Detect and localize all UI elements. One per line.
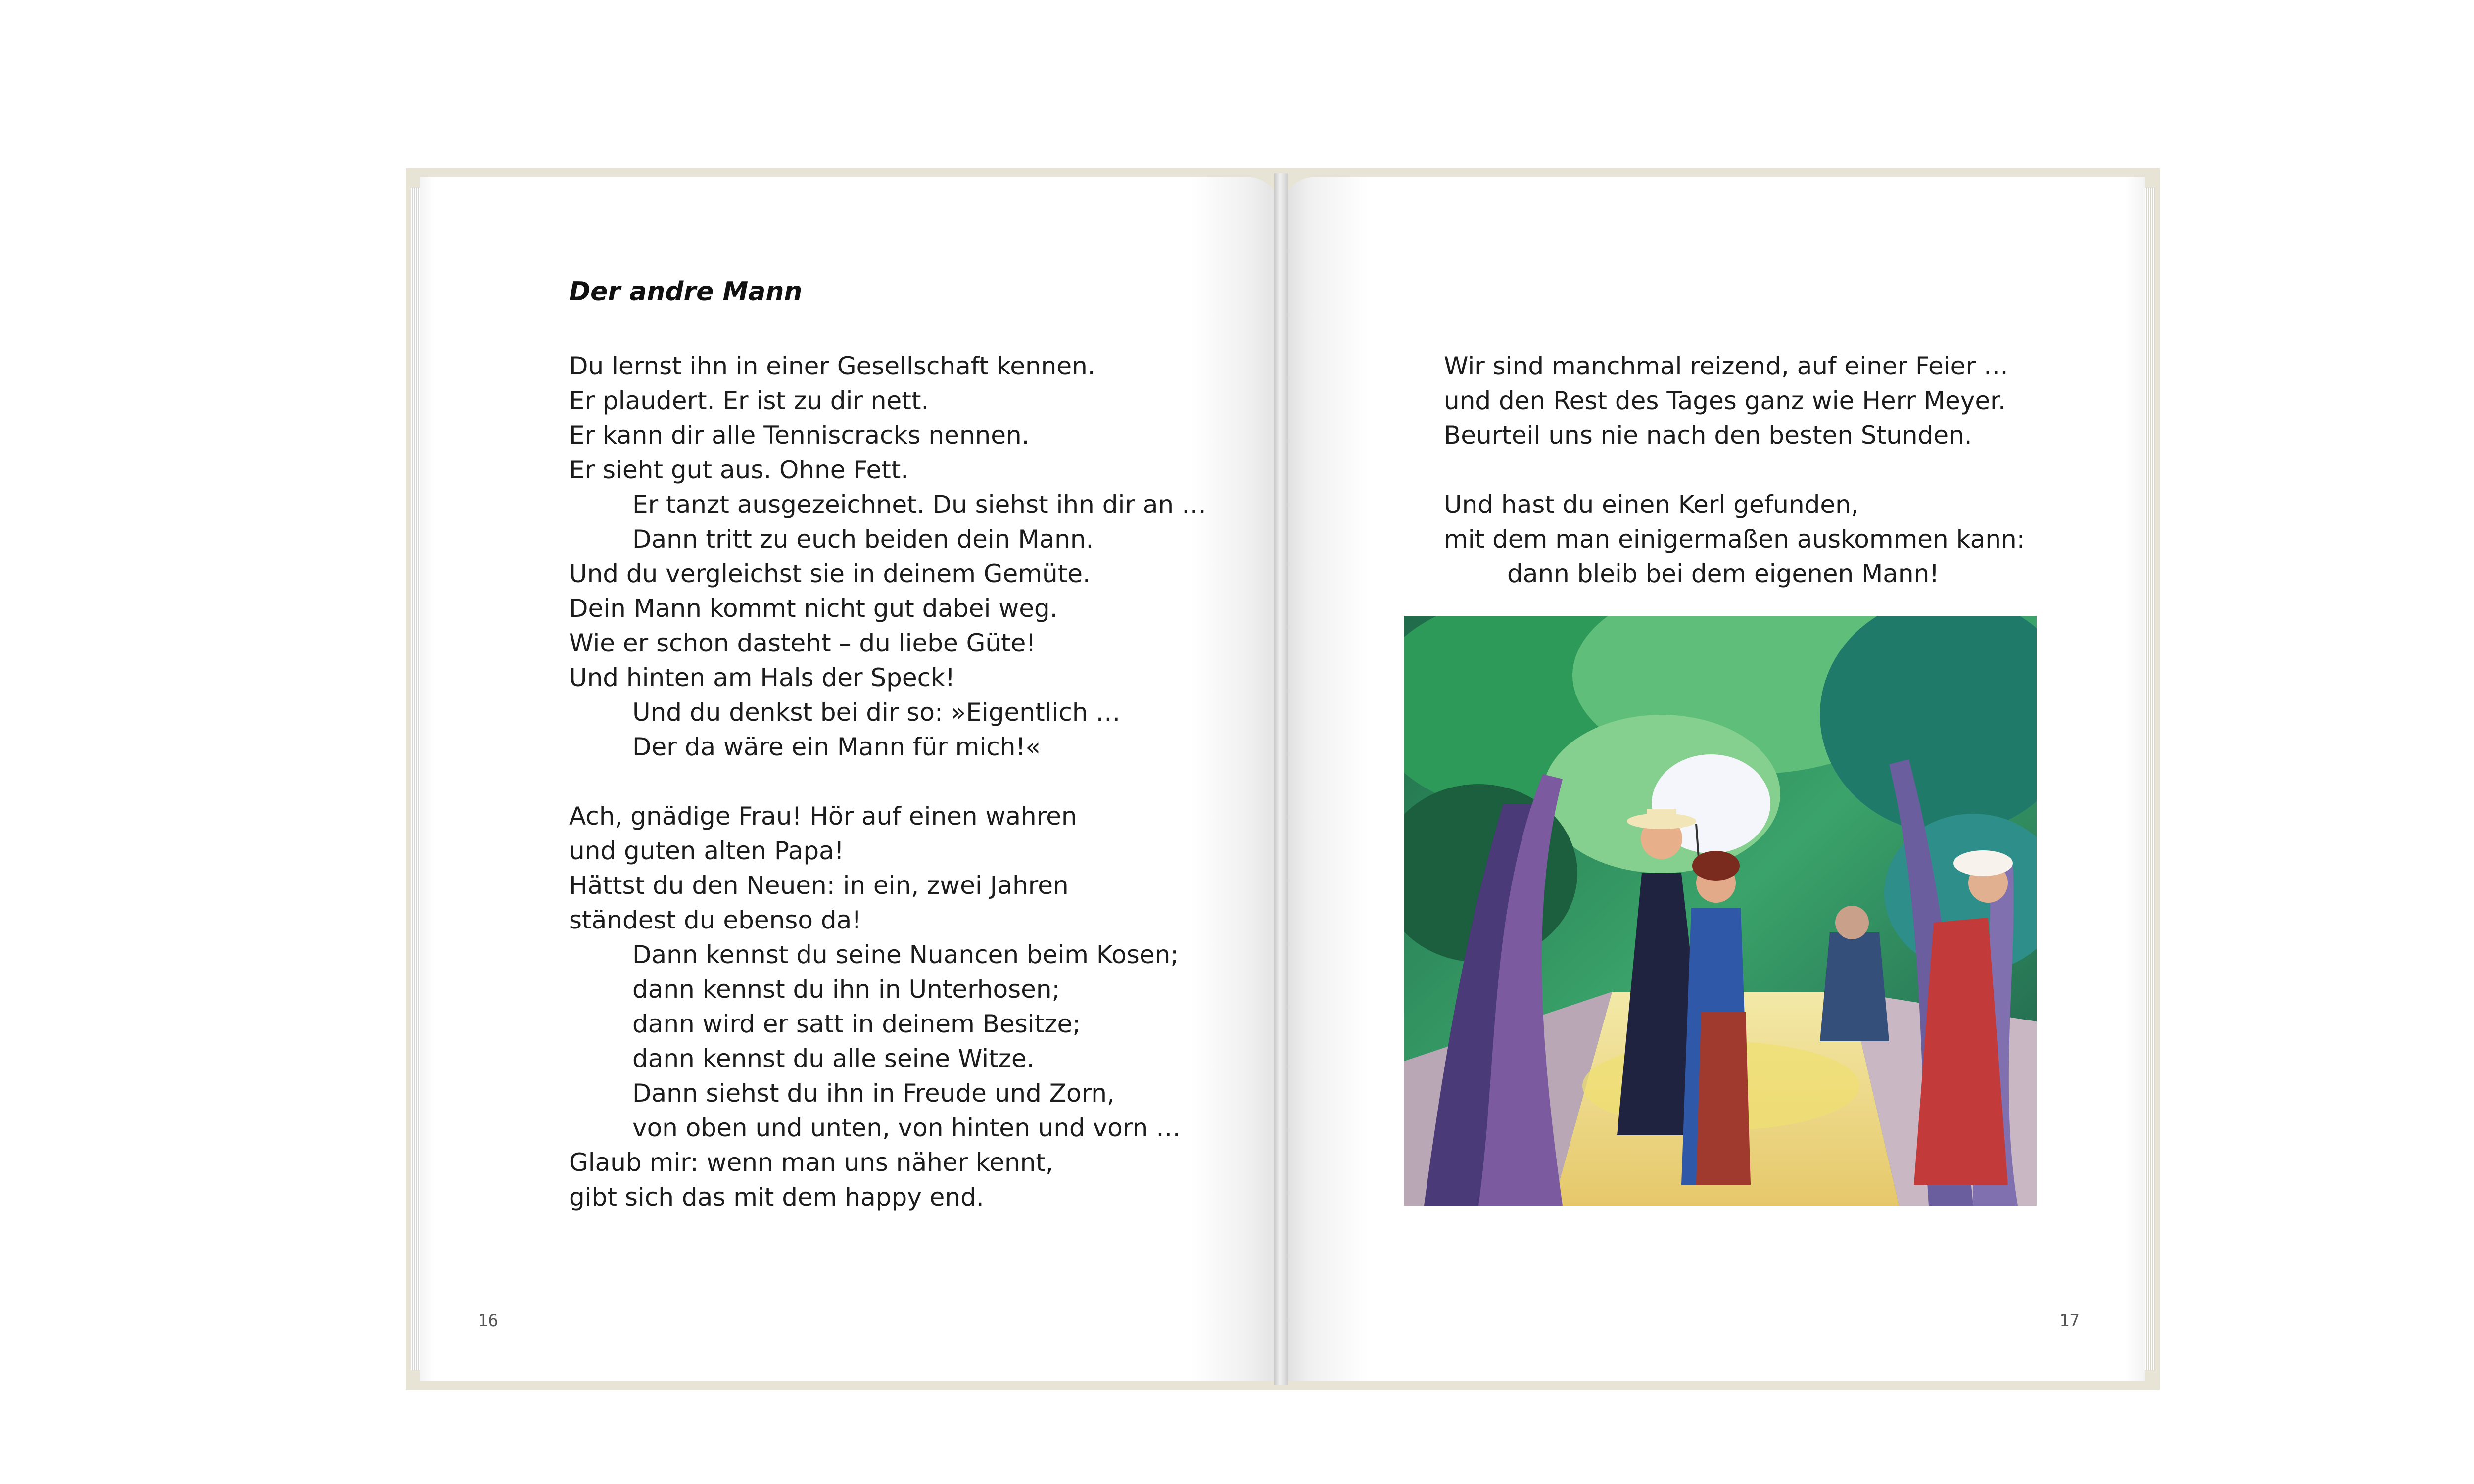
poem-line [1444, 453, 2025, 487]
poem-line: und den Rest des Tages ganz wie Herr Meyer. [1444, 386, 2006, 415]
poem-line: Dann tritt zu euch beiden dein Mann. [632, 525, 1094, 554]
park-painting [1404, 616, 2037, 1206]
poem-line [569, 764, 1206, 799]
book-gutter [1274, 173, 1288, 1385]
poem-line: Dein Mann kommt nicht gut dabei weg. [569, 594, 1058, 623]
poem-line: Glaub mir: wenn man uns näher kennt, [569, 1148, 1053, 1177]
poem-line: Dann kennst du seine Nuancen beim Kosen; [632, 940, 1179, 969]
poem-line: mit dem man einigermaßen auskommen kann: [1444, 525, 2025, 554]
poem-line: dann kennst du ihn in Unterhosen; [632, 975, 1060, 1004]
poem-line: Dann siehst du ihn in Freude und Zorn, [632, 1079, 1115, 1108]
poem-title: Der andre Mann [569, 277, 803, 307]
poem-line: Du lernst ihn in einer Gesellschaft kennen. [569, 352, 1095, 380]
poem-line: Er tanzt ausgezeichnet. Du siehst ihn dir an … [632, 490, 1207, 519]
poem-line: von oben und unten, von hinten und vorn … [632, 1113, 1181, 1142]
poem-line: Beurteil uns nie nach den besten Stunden. [1444, 421, 1972, 450]
page-number-right: 17 [2059, 1311, 2080, 1331]
poem-line: Wir sind manchmal reizend, auf einer Feier … [1444, 352, 2008, 380]
left-poem-text [569, 349, 1206, 1214]
poem-line: gibt sich das mit dem happy end. [569, 1183, 984, 1211]
poem-line: dann kennst du alle seine Witze. [632, 1044, 1035, 1073]
poem-line: Und hast du einen Kerl gefunden, [1444, 490, 1859, 519]
right-poem-text [1444, 349, 2025, 591]
poem-line: dann wird er satt in deinem Besitze; [632, 1010, 1081, 1038]
poem-line: Er sieht gut aus. Ohne Fett. [569, 456, 909, 484]
poem-line: Und hinten am Hals der Speck! [569, 663, 955, 692]
poem-line: Er plaudert. Er ist zu dir nett. [569, 386, 929, 415]
poem-line: ständest du ebenso da! [569, 906, 862, 934]
poem-line: dann bleib bei dem eigenen Mann! [1507, 559, 1940, 588]
page-number-left: 16 [478, 1311, 498, 1331]
poem-line: Hättst du den Neuen: in ein, zwei Jahren [569, 871, 1069, 900]
poem-line: und guten alten Papa! [569, 836, 844, 865]
painting-artwork [1404, 616, 2037, 1206]
poem-line: Er kann dir alle Tenniscracks nennen. [569, 421, 1030, 450]
poem-line: Ach, gnädige Frau! Hör auf einen wahren [569, 802, 1077, 831]
poem-line: Und du vergleichst sie in deinem Gemüte. [569, 559, 1091, 588]
poem-line: Der da wäre ein Mann für mich!« [632, 733, 1041, 761]
poem-line: Und du denkst bei dir so: »Eigentlich … [632, 698, 1121, 727]
poem-line: Wie er schon dasteht – du liebe Güte! [569, 629, 1036, 657]
